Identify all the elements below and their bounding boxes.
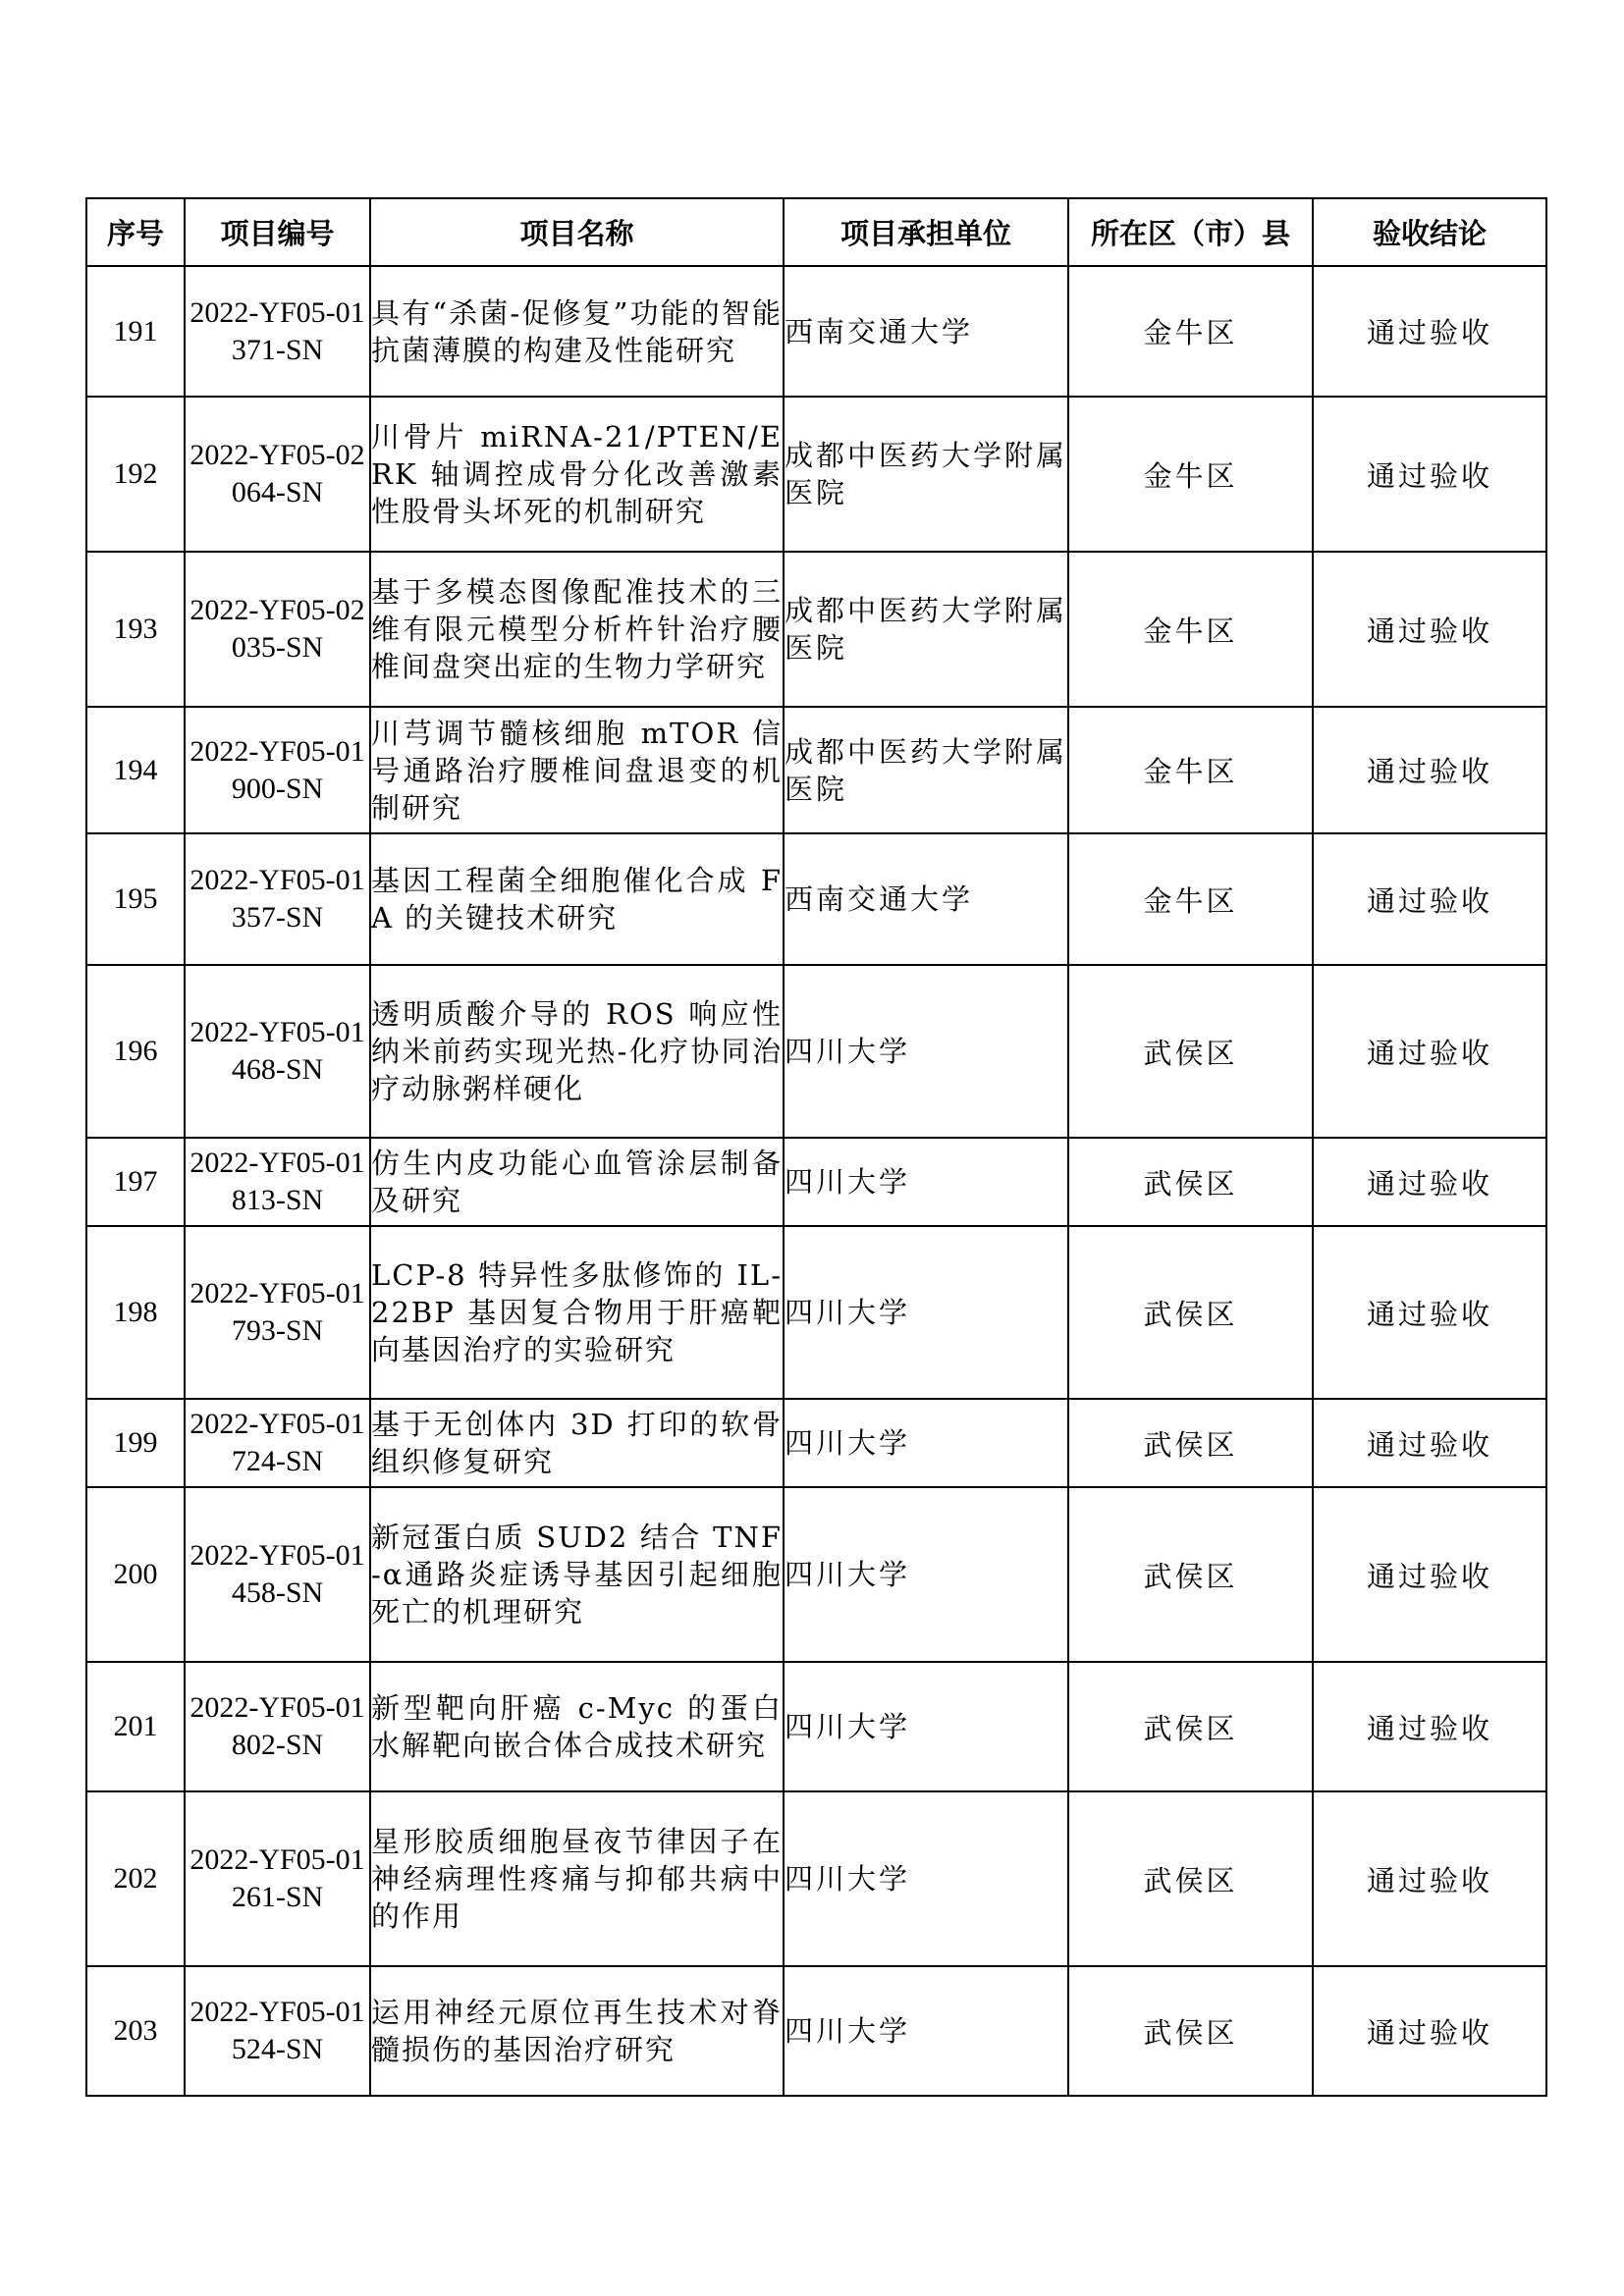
row-project-code: 2022-YF05-01802-SN bbox=[185, 1662, 370, 1791]
table-row bbox=[86, 1138, 1546, 1226]
row-serial: 200 bbox=[86, 1487, 185, 1662]
row-project-code: 2022-YF05-01724-SN bbox=[185, 1399, 370, 1487]
row-project-code: 2022-YF05-01261-SN bbox=[185, 1791, 370, 1966]
table-row bbox=[86, 552, 1546, 707]
row-serial: 202 bbox=[86, 1791, 185, 1966]
row-undertaking-unit: 西南交通大学 bbox=[784, 833, 1068, 965]
row-project-name: 运用神经元原位再生技术对脊髓损伤的基因治疗研究 bbox=[370, 1966, 784, 2096]
row-acceptance-result: 通过验收 bbox=[1313, 833, 1546, 965]
row-undertaking-unit: 成都中医药大学附属医院 bbox=[784, 707, 1068, 833]
row-undertaking-unit: 四川大学 bbox=[784, 1487, 1068, 1662]
row-acceptance-result: 通过验收 bbox=[1313, 1487, 1546, 1662]
row-serial: 203 bbox=[86, 1966, 185, 2096]
row-acceptance-result: 通过验收 bbox=[1313, 1226, 1546, 1399]
header-undertaking-unit: 项目承担单位 bbox=[784, 198, 1068, 266]
row-project-name: 仿生内皮功能心血管涂层制备及研究 bbox=[370, 1138, 784, 1226]
table-row bbox=[86, 707, 1546, 833]
row-district: 武侯区 bbox=[1068, 1226, 1313, 1399]
header-project-name: 项目名称 bbox=[370, 198, 784, 266]
row-undertaking-unit: 四川大学 bbox=[784, 1138, 1068, 1226]
table-row bbox=[86, 397, 1546, 552]
row-acceptance-result: 通过验收 bbox=[1313, 1399, 1546, 1487]
row-serial: 191 bbox=[86, 266, 185, 397]
table-header-row bbox=[86, 198, 1546, 266]
row-acceptance-result: 通过验收 bbox=[1313, 1662, 1546, 1791]
row-project-name: 川芎调节髓核细胞 mTOR 信号通路治疗腰椎间盘退变的机制研究 bbox=[370, 707, 784, 833]
row-project-code: 2022-YF05-01468-SN bbox=[185, 965, 370, 1138]
row-district: 武侯区 bbox=[1068, 965, 1313, 1138]
table-row bbox=[86, 1399, 1546, 1487]
row-project-name: LCP-8 特异性多肽修饰的 IL-22BP 基因复合物用于肝癌靶向基因治疗的实验研究 bbox=[370, 1226, 784, 1399]
row-acceptance-result: 通过验收 bbox=[1313, 1138, 1546, 1226]
row-undertaking-unit: 四川大学 bbox=[784, 1399, 1068, 1487]
header-project-code: 项目编号 bbox=[185, 198, 370, 266]
row-district: 武侯区 bbox=[1068, 1791, 1313, 1966]
row-undertaking-unit: 四川大学 bbox=[784, 1662, 1068, 1791]
table-row bbox=[86, 833, 1546, 965]
row-project-name: 新型靶向肝癌 c-Myc 的蛋白水解靶向嵌合体合成技术研究 bbox=[370, 1662, 784, 1791]
row-undertaking-unit: 西南交通大学 bbox=[784, 266, 1068, 397]
row-project-name: 具有“杀菌-促修复”功能的智能抗菌薄膜的构建及性能研究 bbox=[370, 266, 784, 397]
row-serial: 201 bbox=[86, 1662, 185, 1791]
row-undertaking-unit: 四川大学 bbox=[784, 1226, 1068, 1399]
row-project-code: 2022-YF05-01371-SN bbox=[185, 266, 370, 397]
table-row bbox=[86, 1966, 1546, 2096]
row-district: 金牛区 bbox=[1068, 707, 1313, 833]
row-district: 金牛区 bbox=[1068, 266, 1313, 397]
row-serial: 192 bbox=[86, 397, 185, 552]
row-project-code: 2022-YF05-01524-SN bbox=[185, 1966, 370, 2096]
row-project-name: 川骨片 miRNA-21/PTEN/ERK 轴调控成骨分化改善激素性股骨头坏死的机制研究 bbox=[370, 397, 784, 552]
header-serial: 序号 bbox=[86, 198, 185, 266]
row-project-name: 基于无创体内 3D 打印的软骨组织修复研究 bbox=[370, 1399, 784, 1487]
row-project-name: 基于多模态图像配准技术的三维有限元模型分析杵针治疗腰椎间盘突出症的生物力学研究 bbox=[370, 552, 784, 707]
row-undertaking-unit: 四川大学 bbox=[784, 1791, 1068, 1966]
row-serial: 196 bbox=[86, 965, 185, 1138]
row-serial: 198 bbox=[86, 1226, 185, 1399]
row-undertaking-unit: 四川大学 bbox=[784, 965, 1068, 1138]
row-district: 金牛区 bbox=[1068, 397, 1313, 552]
table-row bbox=[86, 266, 1546, 397]
row-project-code: 2022-YF05-01357-SN bbox=[185, 833, 370, 965]
row-district: 武侯区 bbox=[1068, 1662, 1313, 1791]
row-project-code: 2022-YF05-01793-SN bbox=[185, 1226, 370, 1399]
row-serial: 195 bbox=[86, 833, 185, 965]
table-row bbox=[86, 1662, 1546, 1791]
row-district: 金牛区 bbox=[1068, 833, 1313, 965]
row-acceptance-result: 通过验收 bbox=[1313, 397, 1546, 552]
row-district: 金牛区 bbox=[1068, 552, 1313, 707]
row-undertaking-unit: 成都中医药大学附属医院 bbox=[784, 397, 1068, 552]
row-acceptance-result: 通过验收 bbox=[1313, 707, 1546, 833]
header-acceptance-result: 验收结论 bbox=[1313, 198, 1546, 266]
row-acceptance-result: 通过验收 bbox=[1313, 552, 1546, 707]
row-project-name: 基因工程菌全细胞催化合成 FA 的关键技术研究 bbox=[370, 833, 784, 965]
row-serial: 193 bbox=[86, 552, 185, 707]
row-project-name: 星形胶质细胞昼夜节律因子在神经病理性疼痛与抑郁共病中的作用 bbox=[370, 1791, 784, 1966]
row-district: 武侯区 bbox=[1068, 1138, 1313, 1226]
row-acceptance-result: 通过验收 bbox=[1313, 1966, 1546, 2096]
row-district: 武侯区 bbox=[1068, 1966, 1313, 2096]
row-district: 武侯区 bbox=[1068, 1487, 1313, 1662]
table-row bbox=[86, 1226, 1546, 1399]
row-project-code: 2022-YF05-02064-SN bbox=[185, 397, 370, 552]
row-project-code: 2022-YF05-01458-SN bbox=[185, 1487, 370, 1662]
row-undertaking-unit: 四川大学 bbox=[784, 1966, 1068, 2096]
row-acceptance-result: 通过验收 bbox=[1313, 266, 1546, 397]
row-undertaking-unit: 成都中医药大学附属医院 bbox=[784, 552, 1068, 707]
table-row bbox=[86, 1487, 1546, 1662]
table-row bbox=[86, 965, 1546, 1138]
row-serial: 197 bbox=[86, 1138, 185, 1226]
project-acceptance-table bbox=[85, 197, 1547, 2097]
table-row bbox=[86, 1791, 1546, 1966]
row-acceptance-result: 通过验收 bbox=[1313, 1791, 1546, 1966]
row-project-name: 新冠蛋白质 SUD2 结合 TNF-α通路炎症诱导基因引起细胞死亡的机理研究 bbox=[370, 1487, 784, 1662]
row-project-name: 透明质酸介导的 ROS 响应性纳米前药实现光热-化疗协同治疗动脉粥样硬化 bbox=[370, 965, 784, 1138]
row-serial: 199 bbox=[86, 1399, 185, 1487]
row-project-code: 2022-YF05-01900-SN bbox=[185, 707, 370, 833]
row-serial: 194 bbox=[86, 707, 185, 833]
row-district: 武侯区 bbox=[1068, 1399, 1313, 1487]
row-project-code: 2022-YF05-02035-SN bbox=[185, 552, 370, 707]
header-district: 所在区（市）县 bbox=[1068, 198, 1313, 266]
row-acceptance-result: 通过验收 bbox=[1313, 965, 1546, 1138]
row-project-code: 2022-YF05-01813-SN bbox=[185, 1138, 370, 1226]
